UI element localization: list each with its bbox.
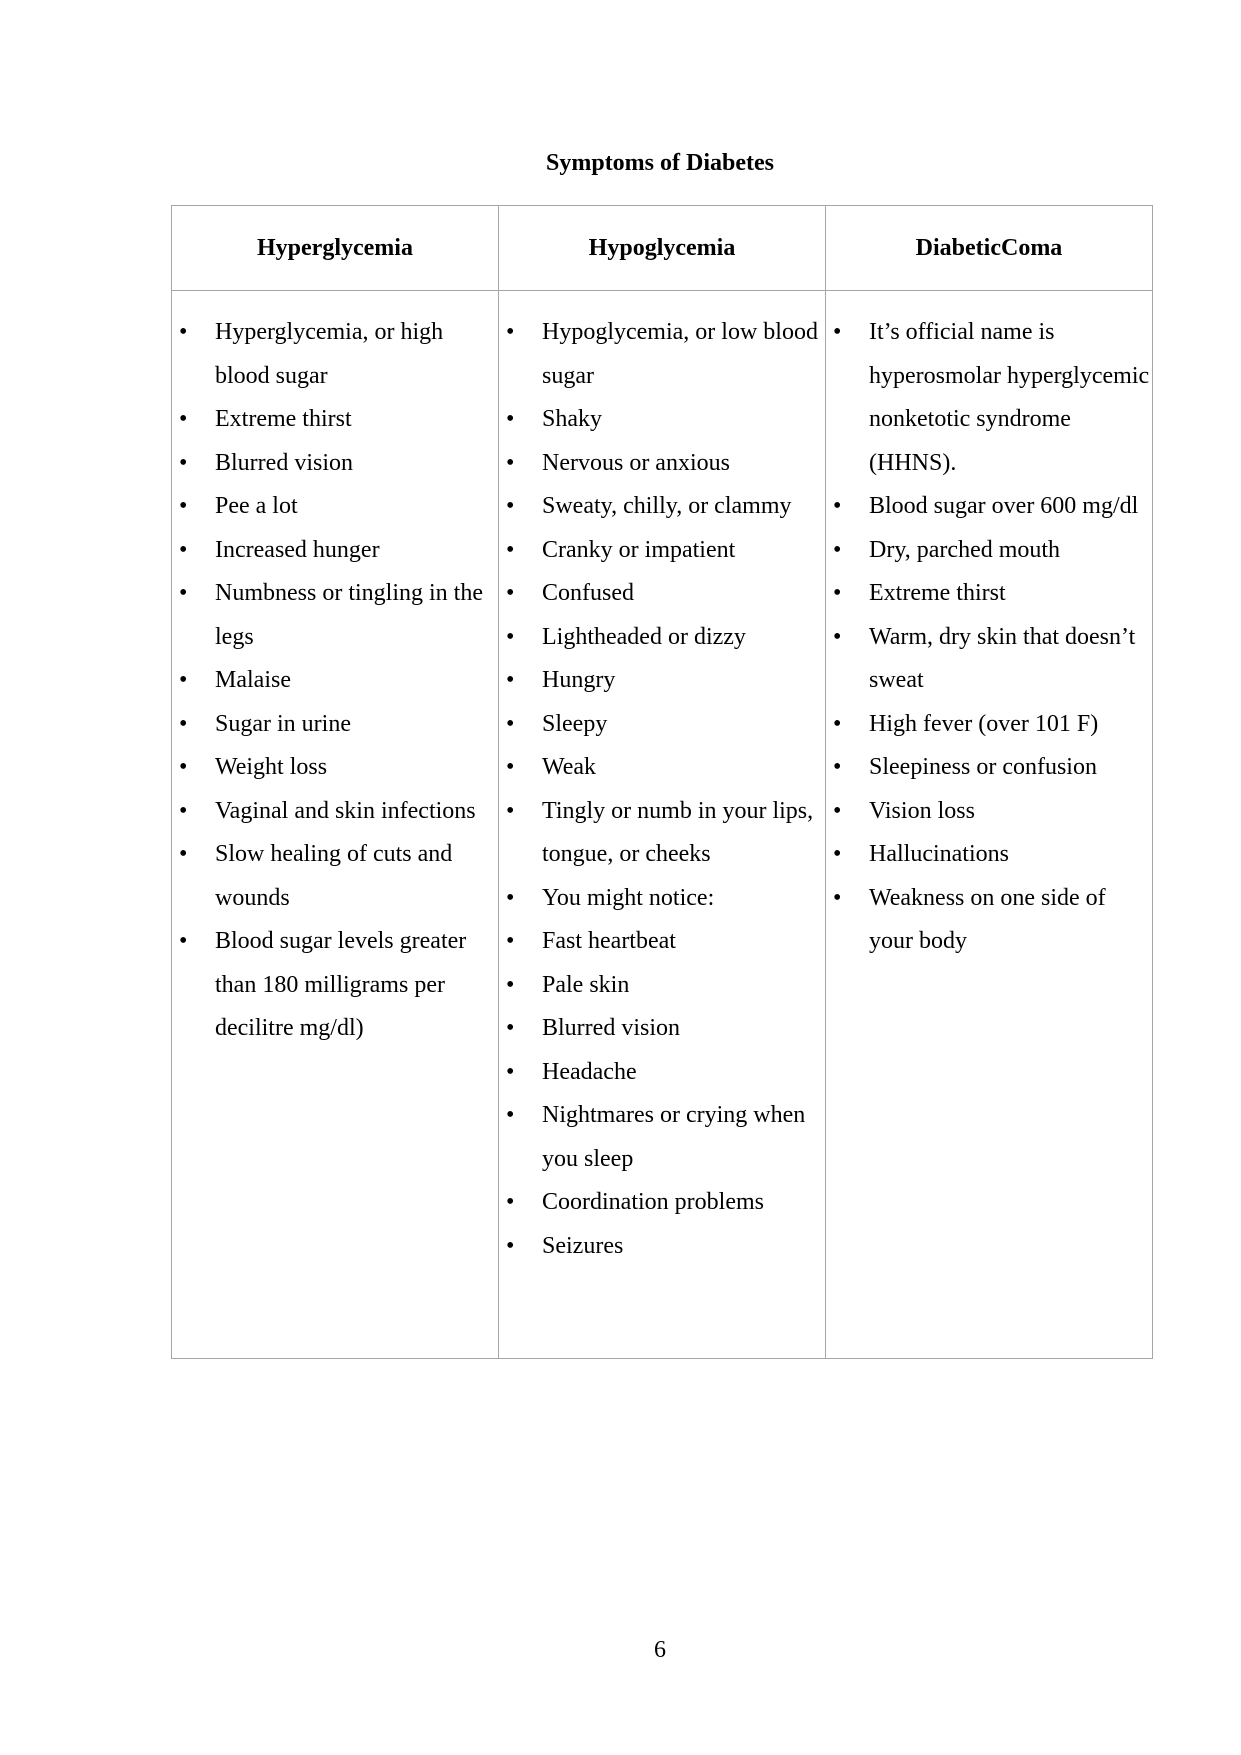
- list-item: • It’s official name is hyperosmolar hyperglycemic nonketotic syndrome (HHNS).: [826, 311, 1152, 485]
- hyperglycemia-cell: [172, 291, 499, 1359]
- list-item: • Extreme thirst: [826, 572, 1152, 616]
- list-item: • Pale skin: [499, 964, 825, 1008]
- list-item: • Weight loss: [172, 746, 498, 790]
- symptoms-row: [172, 291, 1153, 1359]
- list-item: • Sweaty, chilly, or clammy: [499, 485, 825, 529]
- list-item: • Blood sugar over 600 mg/dl: [826, 485, 1152, 529]
- column-header-hyperglycemia: Hyperglycemia: [172, 206, 499, 291]
- list-item: • Seizures: [499, 1225, 825, 1269]
- list-item: • Increased hunger: [172, 529, 498, 573]
- list-item: • Coordination problems: [499, 1181, 825, 1225]
- list-item: • Lightheaded or dizzy: [499, 616, 825, 660]
- list-item: • Nervous or anxious: [499, 442, 825, 486]
- list-item: • Vision loss: [826, 790, 1152, 834]
- list-item: • Malaise: [172, 659, 498, 703]
- diabetic-coma-cell: [826, 291, 1153, 1359]
- list-item: • Blurred vision: [172, 442, 498, 486]
- list-item: • Hyperglycemia, or high blood sugar: [172, 311, 498, 398]
- diabetic-coma-list: [826, 291, 1152, 964]
- hypoglycemia-cell: [499, 291, 826, 1359]
- list-item: • Extreme thirst: [172, 398, 498, 442]
- list-item: • High fever (over 101 F): [826, 703, 1152, 747]
- list-item: • Warm, dry skin that doesn’t sweat: [826, 616, 1152, 703]
- symptoms-table: [171, 205, 1153, 1359]
- list-item: • Hungry: [499, 659, 825, 703]
- list-item: • Weakness on one side of your body: [826, 877, 1152, 964]
- list-item: • Hypoglycemia, or low blood sugar: [499, 311, 825, 398]
- list-item: • Hallucinations: [826, 833, 1152, 877]
- list-item: • Numbness or tingling in the legs: [172, 572, 498, 659]
- list-item: • Confused: [499, 572, 825, 616]
- hypoglycemia-list: [499, 291, 825, 1268]
- list-item: • Vaginal and skin infections: [172, 790, 498, 834]
- list-item: • Shaky: [499, 398, 825, 442]
- column-header-diabetic-coma: DiabeticComa: [826, 206, 1153, 291]
- page-number: 6: [654, 1637, 666, 1663]
- list-item: • Blurred vision: [499, 1007, 825, 1051]
- list-item: • Weak: [499, 746, 825, 790]
- header-row: [172, 206, 1153, 291]
- list-item: • Tingly or numb in your lips, tongue, or cheeks: [499, 790, 825, 877]
- list-item: • Sugar in urine: [172, 703, 498, 747]
- list-item: • Cranky or impatient: [499, 529, 825, 573]
- list-item: • Fast heartbeat: [499, 920, 825, 964]
- list-item: • Nightmares or crying when you sleep: [499, 1094, 825, 1181]
- hyperglycemia-list: [172, 291, 498, 1051]
- list-item: • Blood sugar levels greater than 180 milligrams per decilitre mg/dl): [172, 920, 498, 1051]
- list-item: • You might notice:: [499, 877, 825, 921]
- list-item: • Headache: [499, 1051, 825, 1095]
- list-item: • Slow healing of cuts and wounds: [172, 833, 498, 920]
- list-item: • Sleepiness or confusion: [826, 746, 1152, 790]
- list-item: • Dry, parched mouth: [826, 529, 1152, 573]
- list-item: • Pee a lot: [172, 485, 498, 529]
- list-item: • Sleepy: [499, 703, 825, 747]
- page-title: Symptoms of Diabetes: [546, 150, 774, 176]
- column-header-hypoglycemia: Hypoglycemia: [499, 206, 826, 291]
